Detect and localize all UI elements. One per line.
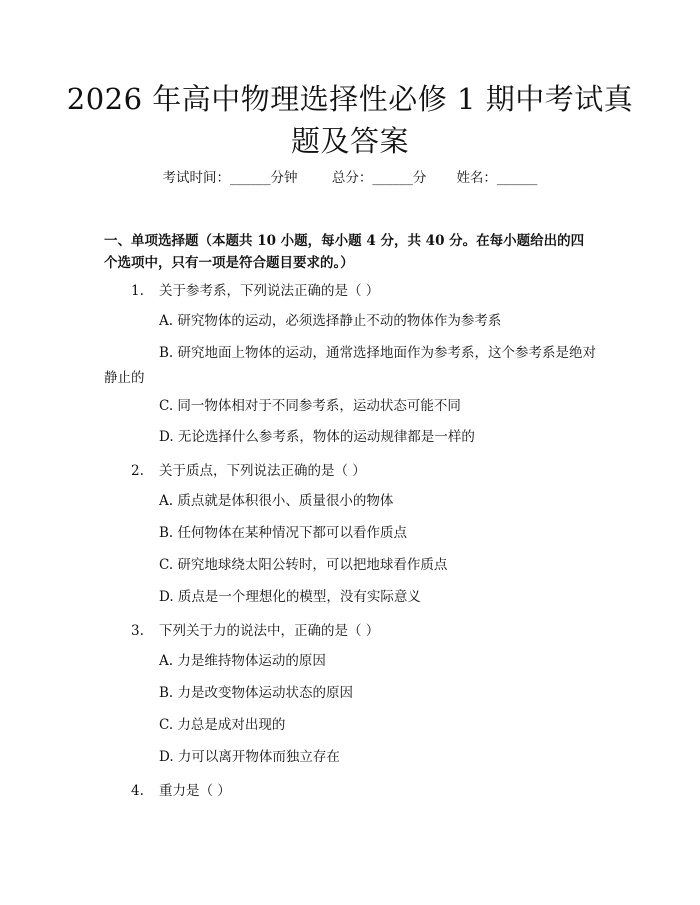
option-b: B. 研究地面上物体的运动，通常选择地面作为参考系，这个参考系是绝对静止的	[104, 345, 597, 386]
section-heading: 一、单项选择题（本题共 10 小题，每小题 4 分，共 40 分。在每小题给出的四个选项中，只有一项是符合题目要求的。）	[104, 233, 585, 271]
question-text: 关于参考系，下列说法正确的是（ ）	[159, 283, 380, 299]
student-name-field: 姓名：______	[456, 170, 538, 186]
question-number: 3.	[131, 623, 144, 639]
option-c: C. 研究地球绕太阳公转时，可以把地球看作质点	[159, 557, 448, 573]
question-stem	[131, 461, 610, 481]
option-c: C. 同一物体相对于不同参考系，运动状态可能不同	[159, 398, 461, 414]
option-d: D. 力可以离开物体而独立存在	[159, 749, 340, 765]
question-stem	[131, 781, 610, 801]
question-number: 2.	[131, 463, 144, 479]
option-b: B. 任何物体在某种情况下都可以看作质点	[159, 525, 408, 541]
option-d: D. 质点是一个理想化的模型，没有实际意义	[159, 589, 421, 605]
question-stem	[131, 281, 610, 301]
option-a: A. 质点就是体积很小、质量很小的物体	[159, 493, 394, 509]
question-stem	[131, 621, 610, 641]
option-d: D. 无论选择什么参考系，物体的运动规律都是一样的	[159, 429, 475, 445]
question-text: 下列关于力的说法中，正确的是（ ）	[159, 623, 380, 639]
question-number: 1.	[131, 283, 144, 299]
option-b: B. 力是改变物体运动状态的原因	[159, 685, 354, 701]
exam-time-field: 考试时间：______分钟	[162, 170, 298, 186]
exam-info-line	[0, 168, 700, 188]
page-title: 2026 年高中物理选择性必修 1 期中考试真题及答案	[66, 82, 634, 158]
option-a: A. 力是维持物体运动的原因	[159, 653, 326, 669]
question-text: 重力是（ ）	[159, 783, 231, 799]
question-text: 关于质点，下列说法正确的是（ ）	[159, 463, 366, 479]
total-score-field: 总分：______分	[331, 170, 427, 186]
option-c: C. 力总是成对出现的	[159, 717, 286, 733]
question-number: 4.	[131, 783, 144, 799]
option-a: A. 研究物体的运动，必须选择静止不动的物体作为参考系	[159, 313, 502, 329]
